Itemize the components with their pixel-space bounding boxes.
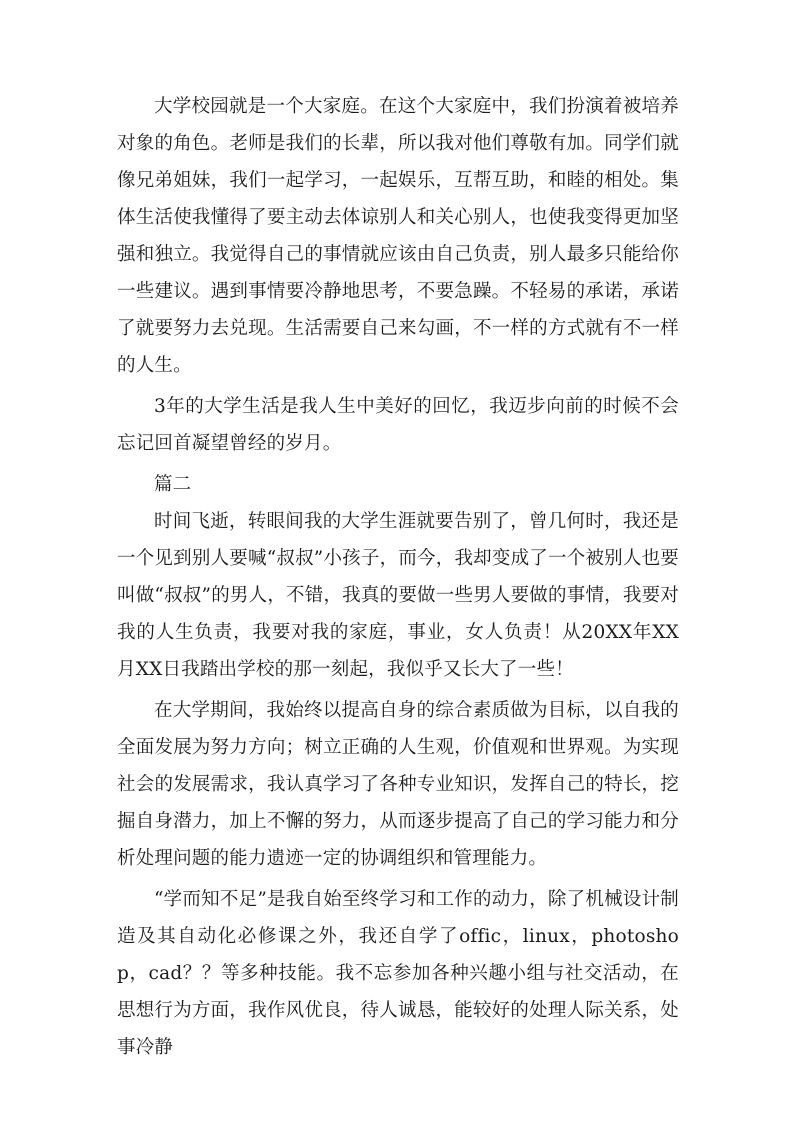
paragraph-university-period: 在大学期间，我始终以提高自身的综合素质做为目标，以自我的全面发展为努力方向；树立正确的人生观，价值观和世界观。为实现社会的发展需求，我认真学习了各种专业知识，发挥自己的特长，挖掘自身潜力，加上不懈的努力，从而逐步提高了自己的学习能力和分析处理问题的能力遗迹一定的协调组织和管理能力。	[117, 700, 679, 869]
paragraph-three-years: 3年的大学生活是我人生中美好的回忆，我迈步向前的时候不会忘记回首凝望曾经的岁月。	[117, 396, 679, 454]
paragraph-time-flies: 时间飞逝，转眼间我的大学生涯就要告别了，曾几何时，我还是一个见到别人要喊“叔叔”小孩子，而今，我却变成了一个被别人也要叫做“叔叔”的男人，不错，我真的要做一些男人要做的事情，我要对我的人生负责，我要对我的家庭，事业，女人负责！从20XX年XX月XX日我踏出学校的那一刻起，我似乎又长大了一些！	[117, 511, 679, 680]
paragraph-learning-motivation: “学而知不足”是我自始至终学习和工作的动力，除了机械设计制造及其自动化必修课之外，我还自学了offic，linux，photoshop，cad？？等多种技能。我不忘参加各种兴趣小组与社交活动，在思想行为方面，我作风优良，待人诚恳，能较好的处理人际关系，处事冷静	[117, 889, 679, 1058]
document-body	[117, 88, 679, 1070]
section-heading: 篇二	[154, 474, 192, 495]
paragraph-campus-family: 大学校园就是一个大家庭。在这个大家庭中，我们扮演着被培养对象的角色。老师是我们的长辈，所以我对他们尊敬有加。同学们就像兄弟姐妹，我们一起学习，一起娱乐，互帮互助，和睦的相处。集体生活使我懂得了要主动去体谅别人和关心别人，也使我变得更加坚强和独立。我觉得自己的事情就应该由自己负责，别人最多只能给你一些建议。遇到事情要冷静地思考，不要急躁。不轻易的承诺，承诺了就要努力去兑现。生活需要自己来勾画，不一样的方式就有不一样的人生。	[117, 96, 679, 376]
